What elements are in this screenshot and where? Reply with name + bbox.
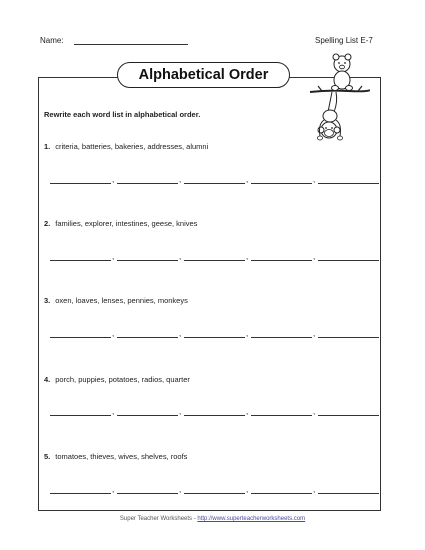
spelling-list-label: Spelling List E-7 <box>315 36 373 45</box>
answer-blank[interactable] <box>318 408 379 416</box>
question-1 <box>44 142 208 151</box>
answer-blank[interactable] <box>117 408 178 416</box>
monkey-bear-illustration <box>308 50 370 150</box>
answer-blank[interactable] <box>50 253 111 261</box>
answer-blank[interactable] <box>184 408 245 416</box>
answer-blank[interactable] <box>184 253 245 261</box>
answer-blank[interactable] <box>117 176 178 184</box>
worksheet-title: Alphabetical Order <box>117 62 290 88</box>
answer-row-2: , , , , <box>50 253 380 263</box>
question-number: 5. <box>44 452 51 461</box>
footer-site-name: Super Teacher Worksheets <box>119 516 193 522</box>
answer-blank[interactable] <box>184 176 245 184</box>
answer-blank[interactable] <box>318 176 379 184</box>
answer-blank[interactable] <box>318 330 379 338</box>
question-words: tomatoes, thieves, wives, shelves, roofs <box>55 452 188 461</box>
footer-link[interactable]: http://www.superteacherworksheets.com <box>197 516 306 522</box>
question-words: criteria, batteries, bakeries, addresses, alumni <box>55 142 209 151</box>
answer-blank[interactable] <box>251 486 312 494</box>
footer <box>0 516 425 522</box>
answer-row-4: , , , , <box>50 408 380 418</box>
name-label: Name: <box>40 36 64 45</box>
question-2 <box>44 219 197 228</box>
answer-row-1: , , , , <box>50 176 380 186</box>
answer-blank[interactable] <box>251 176 312 184</box>
footer-separator: - <box>193 516 196 522</box>
answer-blank[interactable] <box>117 486 178 494</box>
answer-blank[interactable] <box>318 253 379 261</box>
question-number: 3. <box>44 296 51 305</box>
answer-blank[interactable] <box>50 176 111 184</box>
question-3 <box>44 296 188 305</box>
answer-row-3: , , , , <box>50 330 380 340</box>
question-number: 1. <box>44 142 51 151</box>
answer-blank[interactable] <box>117 330 178 338</box>
question-words: porch, puppies, potatoes, radios, quarter <box>55 375 190 384</box>
instructions: Rewrite each word list in alphabetical order. <box>44 110 201 119</box>
question-words: families, explorer, intestines, geese, knives <box>55 219 198 228</box>
answer-blank[interactable] <box>318 486 379 494</box>
answer-blank[interactable] <box>50 408 111 416</box>
question-words: oxen, loaves, lenses, pennies, monkeys <box>55 296 188 305</box>
name-field[interactable] <box>74 44 188 45</box>
answer-blank[interactable] <box>251 408 312 416</box>
answer-blank[interactable] <box>50 330 111 338</box>
answer-blank[interactable] <box>50 486 111 494</box>
answer-blank[interactable] <box>184 330 245 338</box>
question-5 <box>44 452 187 461</box>
answer-row-5: , , , , <box>50 486 380 496</box>
answer-blank[interactable] <box>251 253 312 261</box>
answer-blank[interactable] <box>251 330 312 338</box>
question-4 <box>44 375 190 384</box>
question-number: 4. <box>44 375 51 384</box>
answer-blank[interactable] <box>184 486 245 494</box>
answer-blank[interactable] <box>117 253 178 261</box>
question-number: 2. <box>44 219 51 228</box>
